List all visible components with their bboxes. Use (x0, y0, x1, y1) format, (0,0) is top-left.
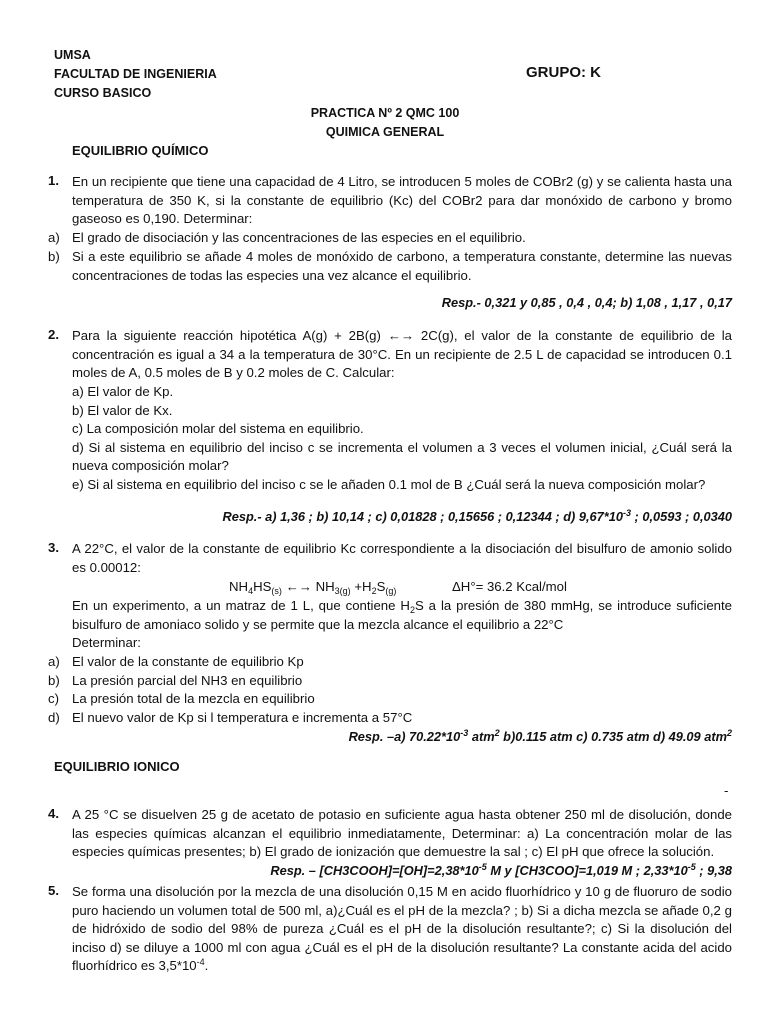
problem-3-number: 3. (48, 540, 59, 555)
problem-2-b: b) El valor de Kx. (72, 402, 173, 418)
dash-mark: - (724, 783, 729, 798)
problem-2-intro: Para la siguiente reacción hipotética A(g) + 2B(g) ←→ 2C(g), el valor de la constante de equilibrio de la concentración es igual a 34 a la temperatura de 30°C. En un recipiente de 2.5 L de capacidad se introducen 0.1 moles de A, 0.5 moles de B y 0.2 moles de C. Calcular: (72, 328, 732, 381)
problem-3-a: El valor de la constante de equilibrio Kp (72, 654, 304, 669)
problem-2-d: d) Si al sistema en equilibrio del inciso c se incrementa el volumen a 3 veces el volumen inicial, ¿Cuál será la nueva composición molar? (72, 439, 732, 474)
problem-1-a-text: El grado de disociación y las concentraciones de las especies en el equilibrio. (72, 230, 526, 245)
problem-3-b: La presión parcial del NH3 en equilibrio (72, 672, 303, 688)
problem-4-number: 4. (48, 806, 59, 821)
problem-2-e: e) Si al sistema en equilibrio del inciso c se le añaden 0.1 mol de B ¿Cuál será la nueva composición molar? (72, 476, 706, 492)
problem-2-c: c) La composición molar del sistema en equilibrio. (72, 421, 364, 437)
practice-title: PRACTICA Nº 2 QMC 100 (310, 106, 460, 120)
problem-3-parts: a) El valor de la constante de equilibrio Kp b) La presión parcial del NH3 en equilibrio c) La presión total de la mezcla en equilibrio d) El nuevo valor de Kp si l temperatura e incrementa a 57°C (48, 654, 413, 725)
problem-2-number: 2. (48, 327, 59, 342)
problem-3-answer: Resp. –a) $70.22*10^{-3}$ atm$^2$ b)0.115 atm c) 0.735 atm d) 49.09 atm$^2$ (348, 728, 732, 744)
problem-3-enthalpy: ΔH°= 36.2 Kcal/mol (452, 579, 567, 594)
problem-1-answer: Resp.- 0,321 y 0,85 , 0,4 , 0,4; b) 1,08 , 1,17 , 0,17 (441, 295, 732, 310)
section-heading-chemical-equilibrium: EQUILIBRIO QUÍMICO (72, 143, 209, 158)
section-heading-ionic-equilibrium: EQUILIBRIO IONICO (54, 759, 180, 774)
problem-3-intro: A 22°C, el valor de la constante de equilibrio Kc correspondiente a la disociación del bisulfuro de amonio solido es 0.00012: (72, 541, 732, 575)
problem-2-a: a) El valor de Kp. (72, 384, 174, 399)
problem-2-answer: Resp.- a) 1,36 ; b) 10,14 ; c) 0,01828 ; 0,15656 ; 0,12344 ; d) $9,67*10^{-3}$ ; 0,0593 ; 0,0340 (222, 508, 732, 524)
problem-1-part-a (48, 229, 732, 248)
problem-1-b-label: b) (48, 249, 60, 264)
course-name: CURSO BASICO (54, 86, 152, 100)
problem-2-parts (72, 383, 732, 495)
problem-1-part-b (48, 248, 732, 285)
group-label: GRUPO: K (526, 64, 601, 81)
problem-1-b-text: Si a este equilibrio se añade 4 moles de monóxido de carbono, a temperatura constante, determine las nuevas concentraciones de todas las especies una vez alcance el equilibrio. (72, 249, 732, 283)
problem-3-determine: Determinar: (72, 635, 141, 650)
problem-1-intro: En un recipiente que tiene una capacidad de 4 Litro, se introducen 5 moles de COBr2 (g) y se calienta hasta una temperatura de 350 K, si la constante de equilibrio (Kc) del COBr2 para dar monóxido de carbono y bromo gaseoso es 0,190. Determinar: (72, 174, 732, 227)
problem-4-answer: Resp. – $[CH3COOH]=[OH]=2,38*10^{-5}$ M y [CH3COO]=1,019 M ; $2,33*10^{-5}$ ; 9,38 (270, 862, 732, 878)
problem-3-equation: $NH_4HS_{(s)}$ ←→ $NH_{3(g)} +H_2S_{(g)}$ (229, 579, 397, 596)
title-block (230, 104, 540, 142)
problem-3-d: El nuevo valor de Kp si l temperatura e incrementa a 57°C (72, 709, 413, 725)
problem-3-c: La presión total de la mezcla en equilibrio (72, 691, 315, 707)
problem-5-number: 5. (48, 883, 59, 898)
problem-1-number: 1. (48, 173, 59, 188)
institution-name: UMSA (54, 48, 91, 62)
faculty-name: FACULTAD DE INGENIERIA (54, 67, 217, 81)
header-block (54, 46, 217, 103)
problem-3-text: En un experimento, a un matraz de 1 L, que contiene $H_2S$ a la presión de 380 mmHg, se introduce suficiente bisulfuro de amoniaco solido y se permite que la mezcla alcance el equilibrio a 22°C (72, 598, 732, 632)
problem-5-text: Se forma una disolución por la mezcla de una disolución 0,15 M en acido fluorhídrico y 10 g de fluoruro de sodio puro haciendo un volumen total de 500 ml, a)¿Cuál es el pH de la mezcla? ; b) Si a dicha mezcla se añade 0,2 g de hidróxido de sodio del 98% de pureza ¿Cuál es el pH de la disolución resultante?; c) Si la disolución del inciso d) se diluye a 1000 ml con agua ¿Cuál es el pH de la disolución resultante? La constante acida del acido fluorhídrico es $3,5*10^{-4}$. (72, 884, 732, 974)
problem-1-a-label: a) (48, 230, 60, 245)
problem-4-text: A 25 °C se disuelven 25 g de acetato de potasio en suficiente agua hasta obtener 250 ml de disolución, donde las especies químicas alcanzan el equilibrio inmediatamente, Determinar: a) La concentración molar de las especies químicas presentes; b) El grado de ionización que demuestre la sal ; c) El pH que ofrece la solución. (72, 807, 732, 860)
subject-title: QUIMICA GENERAL (325, 125, 445, 139)
